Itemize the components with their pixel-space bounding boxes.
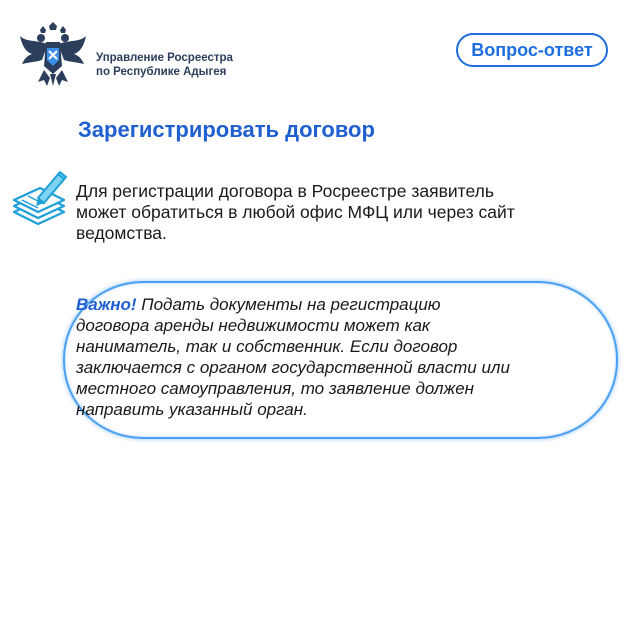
note-line: направить указанный орган. (76, 400, 308, 419)
documents-with-pen-icon (8, 168, 68, 226)
page-title: Зарегистрировать договор (78, 117, 375, 142)
qa-badge: Вопрос-ответ (456, 33, 608, 67)
organization-name-line1: Управление Росреестра (96, 52, 233, 64)
organization-name (96, 51, 233, 79)
note-line (76, 294, 616, 315)
note-line: местного самоуправления, то заявление должен (76, 379, 475, 398)
note-line: договора аренды недвижимости может как (76, 316, 430, 335)
note-line-rest: Подать документы на регистрацию (136, 295, 441, 314)
organization-name-line2: по Республике Адыгея (96, 66, 227, 78)
registration-info-text (76, 181, 616, 244)
important-label: Важно! (76, 295, 137, 314)
note-line: заключается с органом государственной власти или (76, 358, 510, 377)
info-line: ведомства. (76, 223, 167, 243)
info-line: Для регистрации договора в Росреестре заявитель (76, 181, 494, 201)
important-note-text (76, 294, 616, 420)
eagle-emblem-icon (18, 22, 88, 92)
info-line: может обратиться в любой офис МФЦ или через сайт (76, 202, 515, 222)
note-line: наниматель, так и собственник. Если договор (76, 337, 458, 356)
